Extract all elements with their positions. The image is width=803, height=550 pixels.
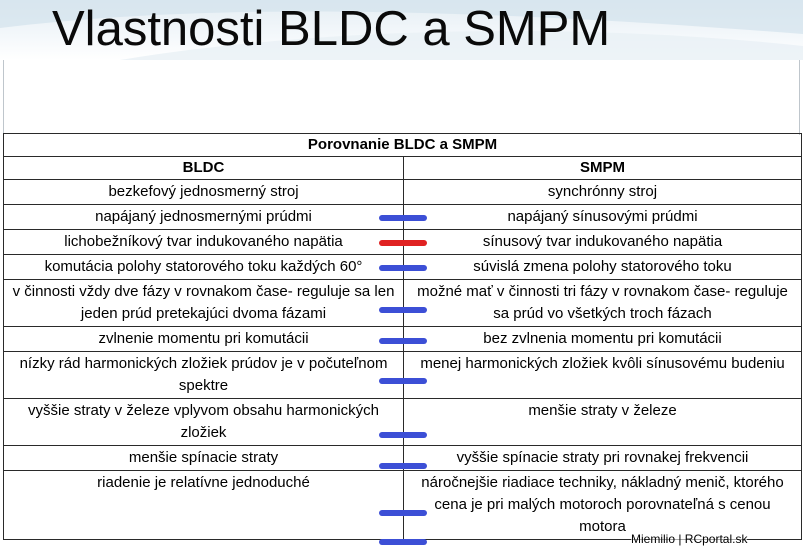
- cell-smpm: menšie straty v železe: [404, 399, 802, 446]
- cell-smpm: bez zvlnenia momentu pri komutácii: [404, 327, 802, 352]
- slide-title: Vlastnosti BLDC a SMPM: [52, 2, 611, 56]
- comparison-marker: [379, 510, 427, 516]
- cell-smpm: možné mať v činnosti tri fázy v rovnakom čase- reguluje sa prúd vo všetkých troch fázach: [404, 280, 802, 327]
- table-row: [4, 180, 802, 205]
- comparison-marker: [379, 338, 427, 344]
- cell-bldc: riadenie je relatívne jednoduché: [4, 471, 404, 540]
- cell-bldc: bezkefový jednosmerný stroj: [4, 180, 404, 205]
- cell-smpm: náročnejšie riadiace techniky, nákladný menič, ktorého cena je pri malých motoroch porovnateľná s cenou motora: [404, 471, 802, 540]
- cell-bldc: napájaný jednosmernými prúdmi: [4, 205, 404, 230]
- comparison-marker: [379, 539, 427, 545]
- column-header-smpm: SMPM: [404, 157, 802, 180]
- cell-bldc: v činnosti vždy dve fázy v rovnakom čase- reguluje sa len jeden prúd pretekajúci dvoma fázami: [4, 280, 404, 327]
- comparison-marker: [379, 215, 427, 221]
- cell-smpm: napájaný sínusovými prúdmi: [404, 205, 802, 230]
- cell-bldc: menšie spínacie straty: [4, 446, 404, 471]
- cell-bldc: lichobežníkový tvar indukovaného napätia: [4, 230, 404, 255]
- slide-border-left: [3, 60, 4, 135]
- table-row: [4, 352, 802, 399]
- footer-credit: Miemilio | RCportal.sk: [631, 532, 748, 546]
- comparison-marker: [379, 432, 427, 438]
- comparison-marker: [379, 307, 427, 313]
- column-header-bldc: BLDC: [4, 157, 404, 180]
- comparison-table: [3, 133, 802, 540]
- comparison-marker-red: [379, 240, 427, 246]
- slide-border-right: [799, 60, 800, 135]
- table-caption-row: [4, 134, 802, 157]
- cell-bldc: nízky rád harmonických zložiek prúdov je v počuteľnom spektre: [4, 352, 404, 399]
- comparison-marker: [379, 378, 427, 384]
- table-row: [4, 399, 802, 446]
- cell-smpm: vyššie spínacie straty pri rovnakej frekvencii: [404, 446, 802, 471]
- comparison-marker: [379, 265, 427, 271]
- table-row: [4, 471, 802, 540]
- cell-smpm: súvislá zmena polohy statorového toku: [404, 255, 802, 280]
- cell-bldc: zvlnenie momentu pri komutácii: [4, 327, 404, 352]
- cell-smpm: synchrónny stroj: [404, 180, 802, 205]
- table-header-row: [4, 157, 802, 180]
- table-row: [4, 280, 802, 327]
- comparison-marker: [379, 463, 427, 469]
- cell-bldc: komutácia polohy statorového toku každých 60°: [4, 255, 404, 280]
- cell-smpm: menej harmonických zložiek kvôli sínusovému budeniu: [404, 352, 802, 399]
- cell-smpm: sínusový tvar indukovaného napätia: [404, 230, 802, 255]
- table-caption: Porovnanie BLDC a SMPM: [4, 134, 802, 157]
- cell-bldc: vyššie straty v železe vplyvom obsahu harmonických zložiek: [4, 399, 404, 446]
